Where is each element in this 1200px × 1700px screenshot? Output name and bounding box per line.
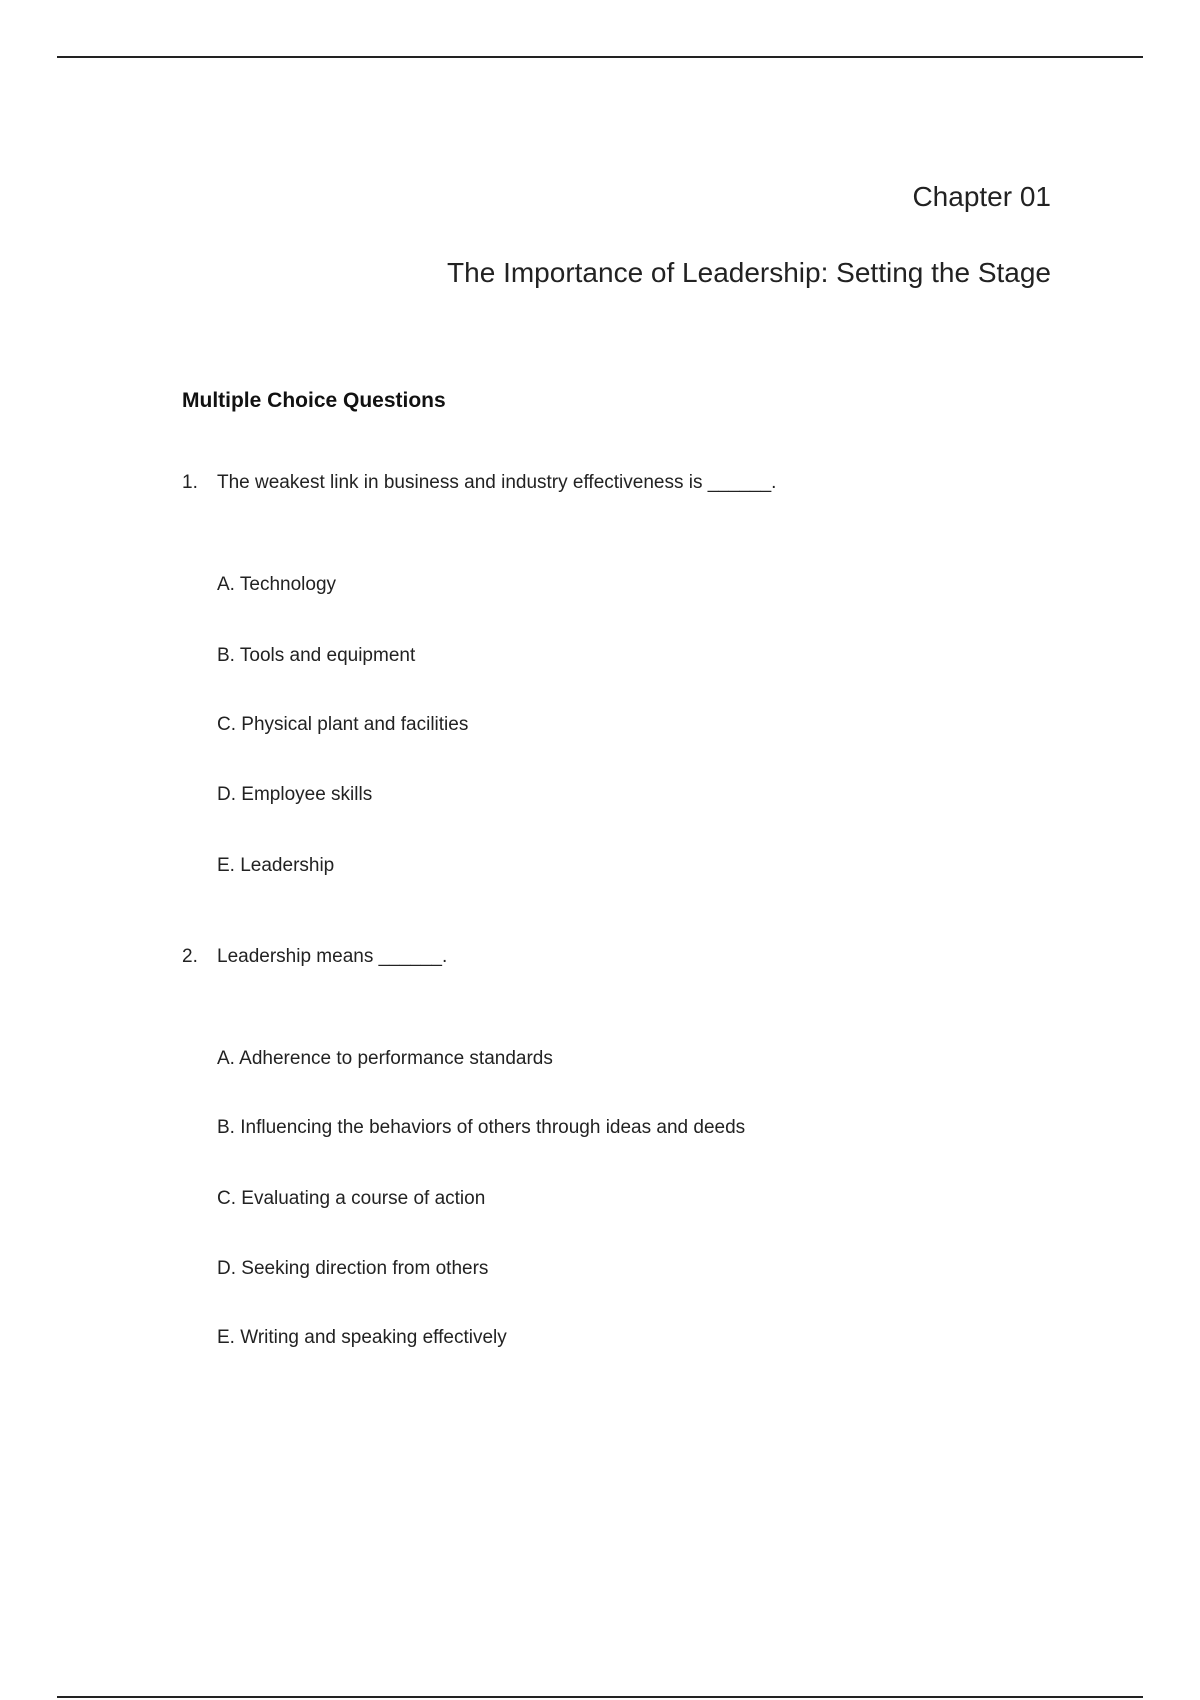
top-rule — [57, 56, 1143, 58]
question-2-option-d: D. Seeking direction from others — [217, 1258, 489, 1279]
question-1-option-c: C. Physical plant and facilities — [217, 714, 469, 735]
question-number: 2. — [182, 946, 198, 967]
section-heading: Multiple Choice Questions — [182, 389, 446, 412]
question-1-option-e: E. Leadership — [217, 855, 335, 876]
question-1-option-a: A. Technology — [217, 574, 337, 595]
question-2-option-a: A. Adherence to performance standards — [217, 1048, 553, 1069]
question-1-option-d: D. Employee skills — [217, 784, 373, 805]
question-2-option-e: E. Writing and speaking effectively — [217, 1327, 507, 1348]
question-2 — [182, 945, 447, 969]
chapter-number: Chapter 01 — [912, 181, 1051, 212]
question-1 — [182, 471, 776, 495]
question-2-option-b: B. Influencing the behaviors of others through ideas and deeds — [217, 1117, 746, 1138]
question-number: 1. — [182, 472, 198, 493]
question-text: Leadership means ______. — [217, 946, 448, 967]
bottom-rule — [57, 1696, 1143, 1698]
chapter-title: The Importance of Leadership: Setting the Stage — [447, 257, 1051, 288]
question-2-option-c: C. Evaluating a course of action — [217, 1188, 486, 1209]
question-1-option-b: B. Tools and equipment — [217, 645, 416, 666]
question-text: The weakest link in business and industry effectiveness is ______. — [217, 472, 777, 493]
